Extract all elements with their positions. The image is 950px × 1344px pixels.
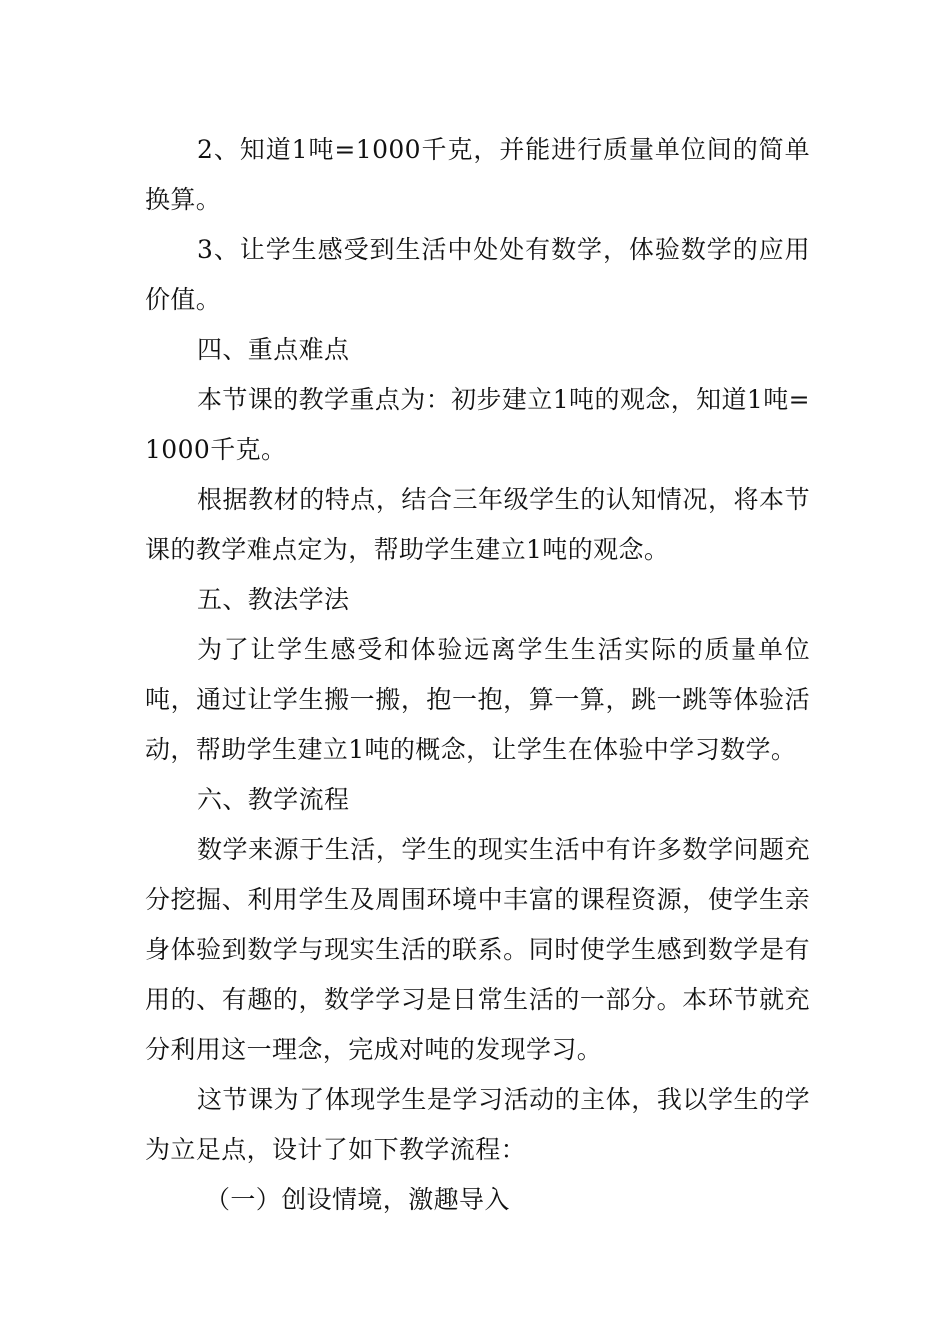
subheading-step-1: （一）创设情境，激趣导入	[205, 1185, 510, 1214]
paragraph-objective-3: 3、让学生感受到生活中处处有数学，体验数学的应用价值。	[145, 235, 810, 314]
paragraph-objective-2: 2、知道1吨=1000千克，并能进行质量单位间的简单换算。	[145, 135, 810, 214]
paragraph-key-point: 本节课的教学重点为：初步建立1吨的观念，知道1吨=1000千克。	[145, 385, 810, 464]
paragraph-process-intro: 数学来源于生活，学生的现实生活中有许多数学问题充分挖掘、利用学生及周围环境中丰富的课程资源，使学生亲身体验到数学与现实生活的联系。同时使学生感到数学是有用的、有趣的，数学学习是日常生活的一部分。本环节就充分利用这一理念，完成对吨的发现学习。	[145, 835, 810, 1064]
paragraph-process-design: 这节课为了体现学生是学习活动的主体，我以学生的学为立足点，设计了如下教学流程：	[145, 1085, 810, 1164]
paragraph-methods: 为了让学生感受和体验远离学生生活实际的质量单位吨，通过让学生搬一搬，抱一抱，算一算，跳一跳等体验活动，帮助学生建立1吨的概念，让学生在体验中学习数学。	[145, 635, 810, 764]
section-heading-process: 六、教学流程	[197, 785, 350, 814]
section-heading-key-points: 四、重点难点	[197, 335, 350, 364]
paragraph-difficulty: 根据教材的特点，结合三年级学生的认知情况，将本节课的教学难点定为，帮助学生建立1吨的观念。	[145, 485, 810, 564]
section-heading-methods: 五、教法学法	[197, 585, 350, 614]
